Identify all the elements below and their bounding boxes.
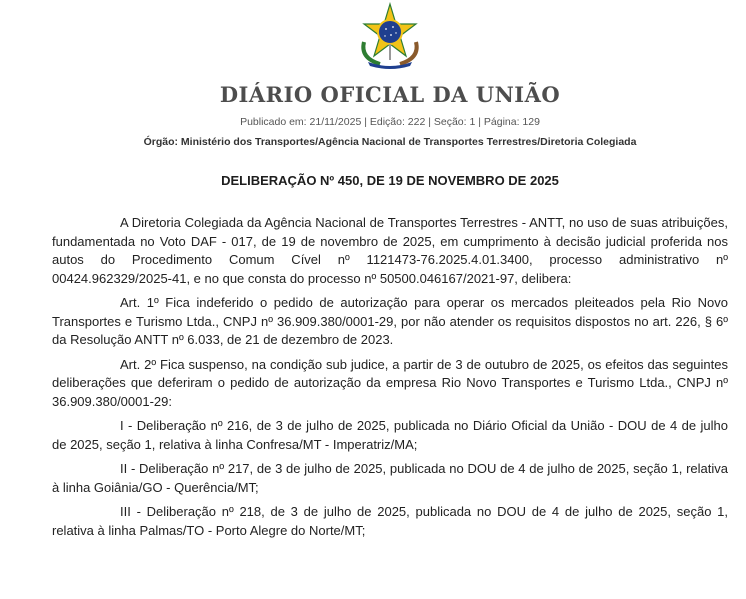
orgao-value: Ministério dos Transportes/Agência Nacional de Transportes Terrestres/Diretoria Colegiada	[180, 136, 637, 148]
orgao-label: Órgão:	[143, 136, 178, 148]
item-iii-paragraph: III - Deliberação nº 218, de 3 de julho de 2025, publicada no DOU de 4 de julho de 2025, seção 1, relativa à linha Palmas/TO - Porto Alegre do Norte/MT;	[52, 504, 728, 538]
article-2-paragraph: Art. 2º Fica suspenso, na condição sub judice, a partir de 3 de outubro de 2025, os efeitos das seguintes deliberações que deferiram o pedido de autorização da empresa Rio Novo Transportes e Turismo Ltda., CNPJ nº 36.909.380/0001-29:	[52, 356, 728, 409]
article-1-paragraph: Art. 1º Fica indeferido o pedido de autorização para operar os mercados pleiteados pela Rio Novo Transportes e Turismo Ltda., CNPJ nº 36.909.380/0001-29, por não atender os requisitos dispostos no art. 226, § 6º da Resolução ANTT nº 6.033, de 21 de dezembro de 2023.	[52, 295, 728, 347]
item-ii-paragraph: II - Deliberação nº 217, de 3 de julho de 2025, publicada no DOU de 4 de julho de 2025, seção 1, relativa à linha Goiânia/GO - Querência/MT;	[52, 461, 728, 495]
newspaper-title: DIÁRIO OFICIAL DA UNIÃO	[219, 82, 561, 107]
preamble-paragraph: A Diretoria Colegiada da Agência Nacional de Transportes Terrestres - ANTT, no uso de suas atribuições, fundamentada no Voto DAF - 017, de 19 de novembro de 2025, em cumprimento à decisão judicial proferida nos autos do Procedimento Comum Cível nº 1121473-76.2025.4.01.3400, processo administrativo nº 00424.962329/2025-41, e no que consta do processo nº 50500.046167/2021-97, delibera:	[52, 215, 728, 286]
act-body	[52, 214, 728, 540]
brazil-coat-of-arms-icon	[350, 2, 430, 70]
act-title: DELIBERAÇÃO Nº 450, DE 19 DE NOVEMBRO DE 2025	[221, 173, 559, 188]
orgao-line	[0, 136, 746, 148]
item-i-paragraph: I - Deliberação nº 216, de 3 de julho de 2025, publicada no Diário Oficial da União - DOU de 4 de julho de 2025, seção 1, relativa à linha Confresa/MT - Imperatriz/MA;	[52, 418, 728, 452]
publication-info: Publicado em: 21/11/2025 | Edição: 222 | Seção: 1 | Página: 129	[240, 116, 540, 128]
